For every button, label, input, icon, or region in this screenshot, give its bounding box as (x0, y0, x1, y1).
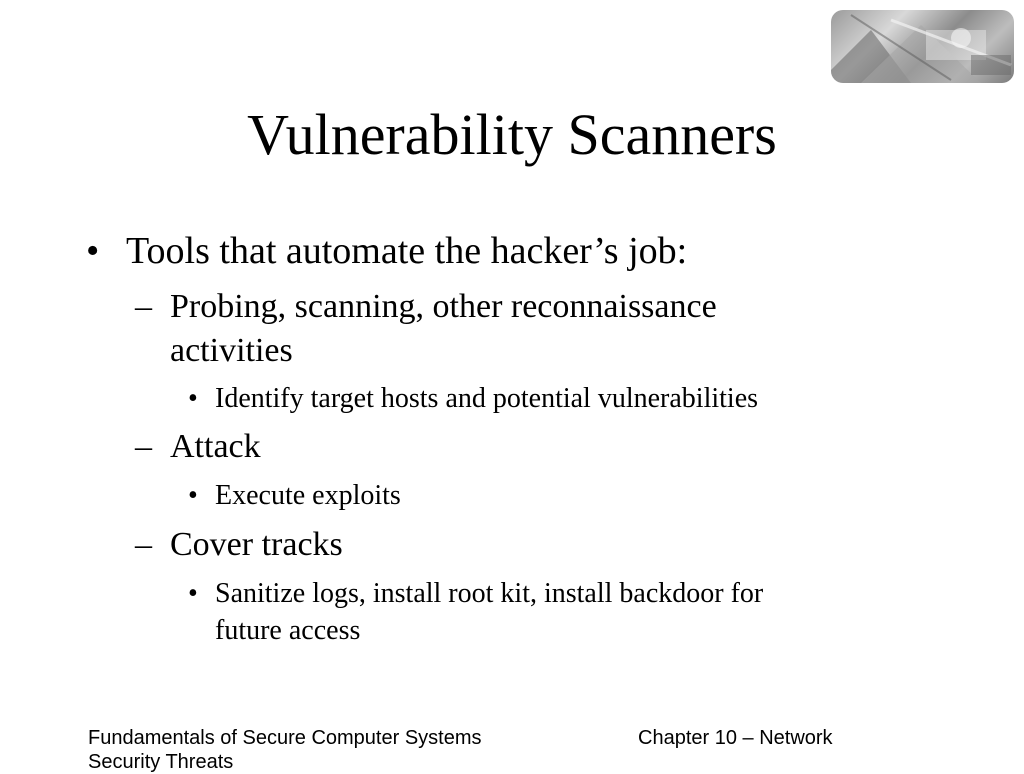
dash-marker: – (135, 288, 152, 325)
bullet-marker: • (188, 383, 198, 414)
footer-right: Chapter 10 – Network (638, 727, 833, 749)
bullet-cover-tracks: Cover tracks (170, 526, 343, 563)
slide-title: Vulnerability Scanners (247, 102, 777, 167)
footer-left-wrap: Security Threats (88, 751, 234, 773)
dash-marker: – (135, 428, 152, 465)
bullet-probing-line1: Probing, scanning, other reconnaissance (170, 288, 717, 325)
bullet-identify: Identify target hosts and potential vulnerabilities (215, 383, 759, 414)
dash-marker: – (135, 526, 152, 563)
footer-left: Fundamentals of Secure Computer Systems (88, 727, 482, 749)
bullet-sanitize-line1: Sanitize logs, install root kit, install backdoor for (215, 578, 764, 609)
grayscale-photo-logo-icon (831, 10, 1014, 83)
bullet-marker: • (188, 578, 198, 609)
bullet-sanitize-line2: future access (215, 615, 361, 646)
bullet-marker: • (86, 230, 100, 272)
bullet-tools: Tools that automate the hacker’s job: (126, 230, 688, 272)
bullet-attack: Attack (170, 428, 261, 465)
bullet-execute: Execute exploits (215, 480, 401, 511)
bullet-probing-line2: activities (170, 332, 293, 369)
bullet-marker: • (188, 480, 198, 511)
